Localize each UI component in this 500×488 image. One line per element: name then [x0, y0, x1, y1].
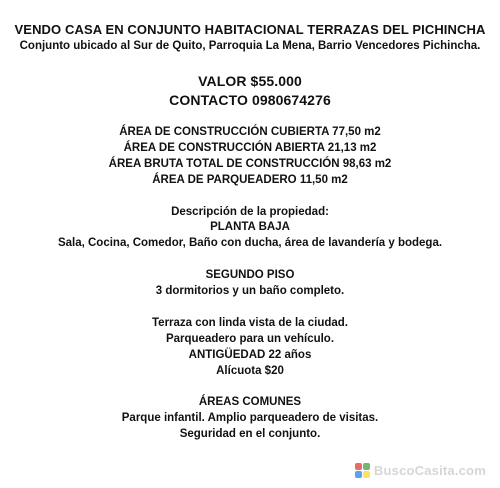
contact-phone: CONTACTO 0980674276 — [169, 92, 331, 108]
area-gross-total: ÁREA BRUTA TOTAL DE CONSTRUCCIÓN 98,63 m2 — [108, 158, 392, 170]
area-open-construction: ÁREA DE CONSTRUCCIÓN ABIERTA 21,13 m2 — [123, 142, 377, 154]
listing-title: VENDO CASA EN CONJUNTO HABITACIONAL TERRAZAS DEL PICHINCHA — [14, 22, 486, 37]
extra-fee: Alícuota $20 — [216, 365, 284, 377]
common-areas-line-1: Parque infantil. Amplio parqueadero de visitas. — [121, 412, 379, 424]
buscocasita-logo-icon — [355, 463, 370, 478]
extra-age: ANTIGÜEDAD 22 años — [188, 349, 312, 361]
second-floor-title: SEGUNDO PISO — [205, 269, 295, 281]
area-covered-construction: ÁREA DE CONSTRUCCIÓN CUBIERTA 77,50 m2 — [119, 126, 381, 138]
extra-terrace: Terraza con linda vista de la ciudad. — [152, 317, 348, 329]
description-heading: Descripción de la propiedad: — [171, 206, 329, 218]
common-areas-title: ÁREAS COMUNES — [198, 396, 302, 408]
second-floor-text: 3 dormitorios y un baño completo. — [155, 285, 345, 297]
ground-floor-text: Sala, Cocina, Comedor, Baño con ducha, área de lavandería y bodega. — [57, 237, 443, 249]
common-areas-line-2: Seguridad en el conjunto. — [179, 428, 321, 440]
price-value: VALOR $55.000 — [198, 73, 302, 89]
logo-dot-green — [363, 463, 370, 470]
extra-parking: Parqueadero para un vehículo. — [165, 333, 335, 345]
logo-dot-blue — [355, 471, 362, 478]
area-parking: ÁREA DE PARQUEADERO 11,50 m2 — [152, 174, 348, 186]
listing-subtitle: Conjunto ubicado al Sur de Quito, Parroquia La Mena, Barrio Vencedores Pichincha. — [19, 40, 481, 52]
ground-floor-title: PLANTA BAJA — [210, 221, 290, 233]
watermark-text: BuscoCasita.com — [373, 463, 486, 478]
buscocasita-watermark — [355, 463, 486, 478]
logo-dot-yellow — [363, 471, 370, 478]
logo-dot-red — [355, 463, 362, 470]
